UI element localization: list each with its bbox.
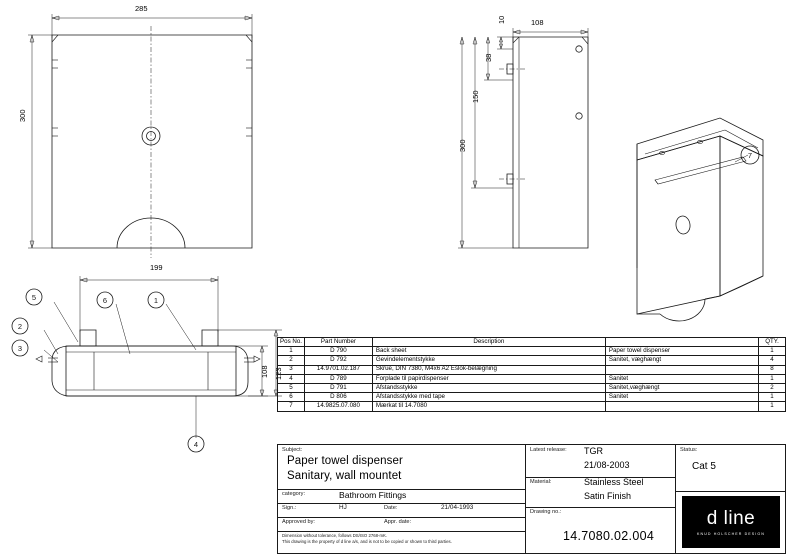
table-row xyxy=(278,393,786,402)
cell-part-number: D 790 xyxy=(305,347,373,356)
side-edge-offset-value: 10 xyxy=(497,15,506,24)
bottom-outer-depth-dimension xyxy=(218,330,282,396)
cell-name xyxy=(605,365,758,374)
date-value: 21/04-1993 xyxy=(441,504,474,511)
status-label: Status: xyxy=(680,447,698,453)
cell-name xyxy=(605,402,758,411)
balloon-4 xyxy=(184,432,208,456)
table-header-row xyxy=(278,338,786,347)
latest-release-value: TGR xyxy=(584,446,603,456)
balloon-1 xyxy=(144,288,168,312)
cell-qty: 2 xyxy=(759,383,786,392)
logo-wordmark: d line xyxy=(706,508,756,529)
subject-line-2: Sanitary, wall mountet xyxy=(287,470,402,482)
side-top-offset-value: 38 xyxy=(484,53,493,62)
isometric-view xyxy=(615,100,790,330)
front-width-value: 285 xyxy=(135,4,148,13)
cell-part-number: D 789 xyxy=(305,374,373,383)
title-block-left xyxy=(278,445,526,553)
side-bracket-spacing-value: 150 xyxy=(471,90,480,103)
cell-pos: 2 xyxy=(278,356,305,365)
subject-label: Subject: xyxy=(282,447,303,453)
title-block-middle xyxy=(526,445,676,553)
balloon-7-label: 7 xyxy=(747,151,753,160)
side-depth-value: 108 xyxy=(531,18,544,27)
cell-name: Sanitet,væghængt xyxy=(605,383,758,392)
balloon-6 xyxy=(93,288,117,312)
cell-name: Sanitet xyxy=(605,374,758,383)
cell-qty: 1 xyxy=(759,347,786,356)
sign-label: Sign.: xyxy=(282,505,297,511)
balloon-1-label: 1 xyxy=(153,296,159,305)
drawing-no-value: 14.7080.02.004 xyxy=(563,529,655,543)
cell-part-number: D 791 xyxy=(305,383,373,392)
table-row xyxy=(278,383,786,392)
header-qty: QTY. xyxy=(759,338,786,347)
cell-description: Forplade til papirdispenser xyxy=(372,374,605,383)
cell-pos: 6 xyxy=(278,393,305,402)
cell-qty: 1 xyxy=(759,374,786,383)
cell-pos: 5 xyxy=(278,383,305,392)
material-value: Stainless Steel xyxy=(584,477,644,487)
sign-value: HJ xyxy=(339,504,347,511)
drawing-no-label: Drawing no.: xyxy=(530,509,562,515)
balloon-2-label: 2 xyxy=(17,322,23,331)
cell-qty: 4 xyxy=(759,356,786,365)
cell-name: Sanitet xyxy=(605,393,758,402)
date-label: Date: xyxy=(384,505,398,511)
category-value: Bathroom Fittings xyxy=(339,490,407,500)
status-value: Cat 5 xyxy=(692,461,716,472)
approved-by-label: Approved by: xyxy=(282,519,315,525)
header-name xyxy=(605,338,758,347)
cell-description: Skrue, DIN 7380, M4x6 A2 Eslok-belægning xyxy=(372,365,605,374)
balloon-6-label: 6 xyxy=(102,296,108,305)
balloon-3-label: 3 xyxy=(17,344,23,353)
header-description: Description xyxy=(372,338,605,347)
cell-pos: 7 xyxy=(278,402,305,411)
balloon-3 xyxy=(8,336,32,360)
cell-description: Afstandsstykke xyxy=(372,383,605,392)
subject-line-1: Paper towel dispenser xyxy=(287,455,403,467)
table-row xyxy=(278,347,786,356)
header-pos: Pos No. xyxy=(278,338,305,347)
cell-part-number: 14.9825.07.080 xyxy=(305,402,373,411)
cell-pos: 4 xyxy=(278,374,305,383)
balloon-5-label: 5 xyxy=(31,293,37,302)
latest-release-date: 21/08-2003 xyxy=(584,460,630,470)
cell-qty: 8 xyxy=(759,365,786,374)
header-part-number: Part Number xyxy=(305,338,373,347)
cell-qty: 1 xyxy=(759,402,786,411)
logo-tagline: KNUD HOLSCHER DESIGN xyxy=(697,532,765,536)
side-height-value: 300 xyxy=(458,139,467,152)
front-height-dimension xyxy=(28,35,52,248)
tolerance-note: Dimension without tolerance, follows DS/ISO 2768-mK. xyxy=(282,533,388,538)
cell-description: Back sheet xyxy=(372,347,605,356)
balloon-7 xyxy=(735,140,765,170)
table-row xyxy=(278,365,786,374)
cell-name: Sanitet, væghængt xyxy=(605,356,758,365)
bottom-width-value: 199 xyxy=(150,263,163,272)
category-label: category: xyxy=(282,491,306,497)
cell-part-number: 14.9701.02.187 xyxy=(305,365,373,374)
property-note: This drawing is the property of d line a/s, and is not to be copied or shown to third parties. xyxy=(282,539,452,544)
title-block-right xyxy=(676,445,786,553)
balloon-5 xyxy=(22,285,46,309)
balloon-4-label: 4 xyxy=(193,440,199,449)
bottom-inner-depth-value: 108 xyxy=(260,365,269,378)
front-width-dimension xyxy=(52,14,252,38)
cell-part-number: D 806 xyxy=(305,393,373,402)
table-row xyxy=(278,374,786,383)
dline-logo xyxy=(682,496,780,548)
finish-value: Satin Finish xyxy=(584,491,632,501)
front-height-value: 300 xyxy=(18,109,27,122)
cell-description: Afstandsstykke med tape xyxy=(372,393,605,402)
table-row xyxy=(278,356,786,365)
latest-release-label: Latest release: xyxy=(530,447,567,453)
cell-pos: 1 xyxy=(278,347,305,356)
cell-description: Mærkat til 14.7080 xyxy=(372,402,605,411)
parts-list-table xyxy=(277,337,786,412)
side-edge-offset-dimension xyxy=(497,37,513,49)
appr-date-label: Appr. date: xyxy=(384,519,412,525)
cell-pos: 3 xyxy=(278,365,305,374)
cell-qty: 1 xyxy=(759,393,786,402)
table-row xyxy=(278,402,786,411)
balloon-2 xyxy=(8,314,32,338)
cell-description: Gevindelementstykke xyxy=(372,356,605,365)
side-view xyxy=(455,8,615,273)
side-depth-dimension xyxy=(513,28,588,42)
material-label: Material: xyxy=(530,479,552,485)
front-view xyxy=(20,8,280,273)
title-block xyxy=(277,444,786,554)
bottom-outer-depth-value: 123 xyxy=(274,367,283,380)
cell-name: Paper towel dispenser xyxy=(605,347,758,356)
cell-part-number: D 792 xyxy=(305,356,373,365)
